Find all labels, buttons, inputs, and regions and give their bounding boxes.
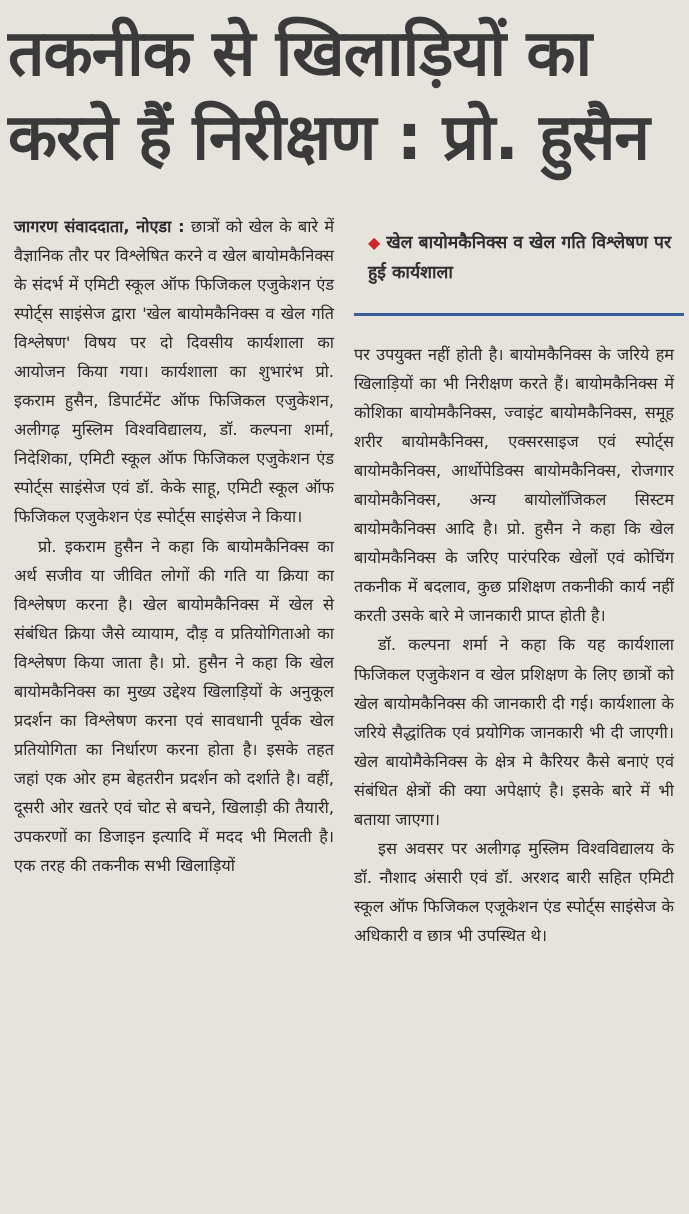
diamond-bullet-icon: ◆ bbox=[368, 233, 381, 252]
byline: जागरण संवाददाता, नोएडा : bbox=[14, 217, 185, 236]
paragraph-4: डॉ. कल्पना शर्मा ने कहा कि यह कार्यशाला फिजिकल एजुकेशन व खेल प्रशिक्षण के लिए छात्रों को खेल बायोमकैनिक्स की जानकारी दी गई। कार्यशाला के जरिये सैद्धांतिक एवं प्रयोगिक जानकारी भी दी जाएगी। खेल बायोमैकेनिक्स के क्षेत्र मे कैरियर कैसे बनाएं एवं संबंधित क्षेत्रों की क्या अपेक्षाएं है। इसके बारे में भी बताया जाएगा। bbox=[354, 635, 674, 829]
headline: तकनीक से खिलाड़ियों का करते हैं निरीक्षण : प्रो. हुसैन bbox=[8, 17, 649, 175]
subheadline-text: खेल बायोमकैनिक्स व खेल गति विश्लेषण पर हुई कार्यशाला bbox=[368, 233, 672, 283]
subheadline bbox=[368, 228, 678, 288]
paragraph-3: पर उपयुक्त नहीं होती है। बायोमकैनिक्स के जरिये हम खिलाड़ियों का भी निरीक्षण करते हैं। बायोमकैनिक्स में कोशिका बायोमकैनिक्स, ज्वाइंट बायोमकैनिक्स, समूह शरीर बायोमकैनिक्स, एक्सरसाइज एवं स्पोर्ट्स बायोमकैनिक्स, आर्थोपेडिक्स बायोमकैनिक्स, रोजगार बायोमकैनिक्स, अन्य बायोलॉजिकल सिस्टम बायोमकैनिक्स आदि है। प्रो. हुसैन ने कहा कि खेल बायोमकैनिक्स के जरिए पारंपरिक खेलों एवं कोचिंग तकनीक में बदलाव, कुछ प्रशिक्षण तकनीकी कार्य नहीं करती उसके बारे मे जानकारी प्राप्त होती है। bbox=[354, 345, 674, 626]
paragraph-1 bbox=[14, 212, 334, 532]
paragraph-2: प्रो. इकराम हुसैन ने कहा कि बायोमकैनिक्स का अर्थ सजीव या जीवित लोगों की गति या क्रिया का विश्लेषण करना है। खेल बायोमकैनिक्स में खेल से संबंधित क्रिया जैसे व्यायाम, दौड़ व प्रतियोगिताओ का विश्लेषण किया जाता है। प्रो. हुसैन ने कहा कि खेल बायोमकैनिक्स का मुख्य उद्देश्य खिलाड़ियों के अनुकूल प्रदर्शन का विश्लेषण करना एवं सावधानी पूर्वक खेल प्रतियोगिता का निर्धारण करना होता है। इसके तहत जहां एक ओर हम बेहतरीन प्रदर्शन को दर्शाते है। वहीं, दूसरी ओर खतरे एवं चोट से बचने, खिलाड़ी की तैयारी, उपकरणों का डिजाइन इत्यादि में मदद भी मिलती है। एक तरह की तकनीक सभी खिलाड़ियों bbox=[14, 536, 334, 876]
right-column bbox=[354, 340, 674, 950]
blue-divider bbox=[354, 313, 684, 316]
paragraph-5: इस अवसर पर अलीगढ़ मुस्लिम विश्वविद्यालय के डॉ. नौशाद अंसारी एवं डॉ. अरशद बारी सहित एमिटी स्कूल ऑफ फिजिकल एजूकेशन एंड स्पोर्ट्स साइंसेज के अधिकारी व छात्र भी उपस्थित थे। bbox=[354, 838, 674, 945]
paragraph-1-text: छात्रों को खेल के बारे में वैज्ञानिक तौर पर विश्लेषित करने व खेल बायोमकैनिक्स के संदर्भ में एमिटी स्कूल ऑफ फिजिकल एजुकेशन एंड स्पोर्ट्स साइंसेज द्वारा 'खेल बायोमकैनिक्स व खेल गति विश्लेषण' विषय पर दो दिवसीय कार्यशाला का आयोजन किया गया। कार्यशाला का शुभारंभ प्रो. इकराम हुसैन, डिपार्टमेंट ऑफ फिजिकल एजुकेशन, अलीगढ़ मुस्लिम विश्वविद्यालय, डॉ. कल्पना शर्मा, निदेशिका, एमिटी स्कूल ऑफ फिजिकल एजुकेशन एंड स्पोर्ट्स साइंसेज एवं डॉ. केके साहू, एमिटी स्कूल ऑफ फिजिकल एजुकेशन एंड स्पोर्ट्स साइंसेज ने किया। bbox=[14, 217, 334, 527]
left-column bbox=[14, 212, 334, 880]
